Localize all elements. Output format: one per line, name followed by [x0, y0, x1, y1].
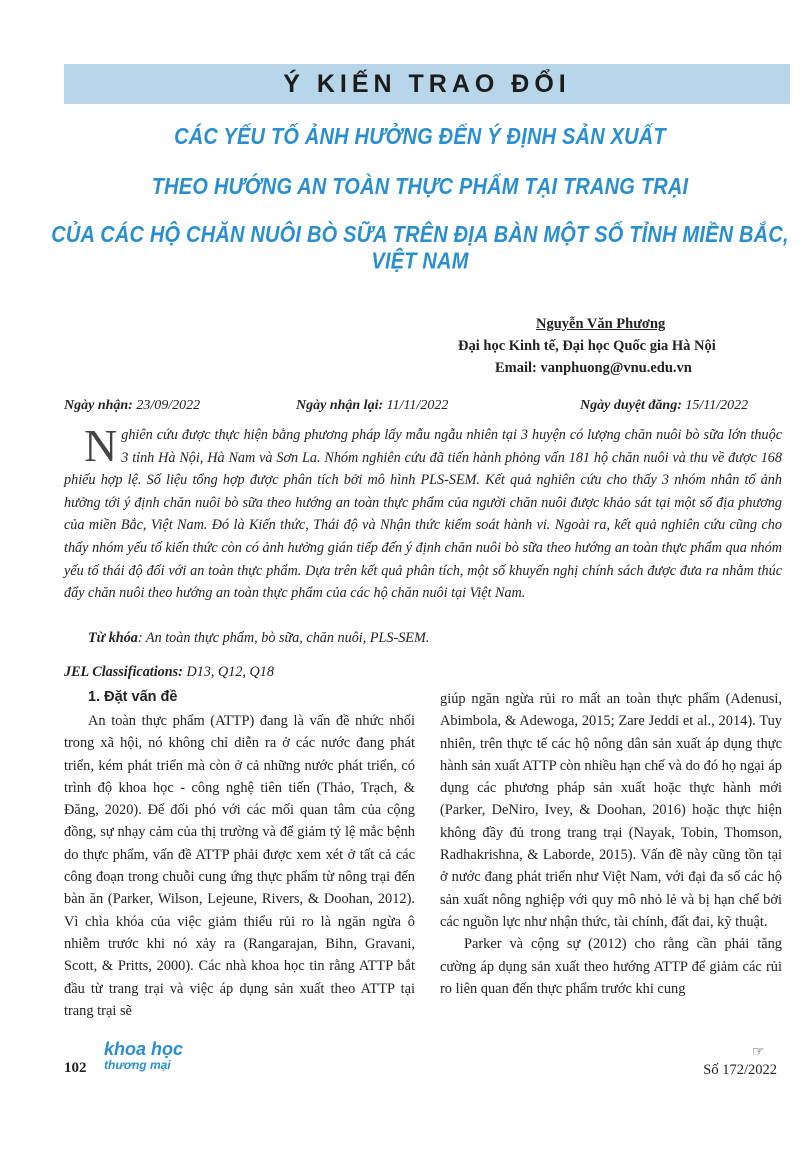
abstract-text: ghiên cứu được thực hiện bằng phương pháp lấy mẫu ngẫu nhiên tại 3 huyện có lượng chăn nuôi bò sữa lớn thuộc 3 tỉnh Hà Nội, Hà Nam và Sơn La. Nhóm nghiên cứu đã tiến hành phỏng vấn 181 hộ chăn nuôi và thu về được 168 phiếu hợp lệ. Số liệu tổng hợp được phân tích bởi mô hình PLS-SEM. Kết quả nghiên cứu cho thấy 3 nhóm nhân tố ảnh hưởng tới ý định chăn nuôi bò sữa theo hướng an toàn thực phẩm của người chăn nuôi được khảo sát tại một số địa phương của miền Bắc, Việt Nam. Đó là Kiến thức, Thái độ và Nhận thức kiểm soát hành vi. Ngoài ra, kết quả nghiên cứu cũng cho thấy nhóm yếu tố kiến thức còn có ảnh hưởng gián tiếp đến ý định chăn nuôi bò sữa theo hướng an toàn thực phẩm qua nhóm yếu tố thái độ đối với an toàn thực phẩm. Dựa trên kết quả phân tích, một số khuyến nghị chính sách được đưa ra nhằm thúc đẩy chăn nuôi theo hướng an toàn thực phẩm của các hộ chăn nuôi tại Việt Nam. — [64, 427, 782, 602]
date-received-label: Ngày nhận: — [64, 398, 133, 413]
article-title-line-2: THEO HƯỚNG AN TOÀN THỰC PHẨM TẠI TRANG TRẠI — [151, 174, 689, 200]
body-column-left — [64, 710, 415, 1022]
date-revised — [296, 398, 448, 414]
jel-text: D13, Q12, Q18 — [182, 664, 274, 680]
date-received-value: 23/09/2022 — [136, 398, 201, 413]
section-banner-label: Ý KIẾN TRAO ĐỔI — [283, 69, 571, 98]
keywords-label: Từ khóa — [88, 630, 138, 646]
article-title-line-3: CỦA CÁC HỘ CHĂN NUÔI BÒ SỮA TRÊN ĐỊA BÀN MỘT SỐ TỈNH MIỀN BẮC, VIỆT NAM — [51, 222, 789, 275]
keywords-text: : An toàn thực phẩm, bò sữa, chăn nuôi, PLS-SEM. — [137, 630, 430, 646]
page-number: 102 — [64, 1060, 87, 1076]
date-revised-value: 11/11/2022 — [386, 398, 449, 413]
jel-classifications — [64, 664, 274, 681]
section-heading: 1. Đặt vấn đề — [88, 689, 178, 705]
issue-number: Số 172/2022 — [703, 1062, 777, 1078]
date-revised-label: Ngày nhận lại: — [296, 398, 384, 413]
abstract — [64, 420, 782, 605]
article-title-line-1: CÁC YẾU TỐ ẢNH HƯỞNG ĐẾN Ý ĐỊNH SẢN XUẤT — [174, 124, 666, 150]
date-accepted — [580, 398, 748, 414]
author-email: Email: vanphuong@vnu.edu.vn — [495, 360, 692, 376]
abstract-dropcap: N — [84, 420, 118, 471]
date-received — [64, 398, 200, 414]
journal-logo-line-2: thương mại — [104, 1058, 171, 1072]
section-banner — [64, 64, 790, 104]
body-paragraph: giúp ngăn ngừa rủi ro mất an toàn thực phẩm (Adenusi, Abimbola, & Adewoga, 2015; Zare Jeddi et al., 2014). Tuy nhiên, trên thực tế các hộ nông dân sản xuất áp dụng thực hành sản xuất ATTP còn nhiều hạn chế và do đó họ ngại áp dụng các phương pháp sản xuất hoặc thực hành mới (Parker, DeNiro, Ivey, & Doohan, 2016) hoặc thực hiện không đầy đủ trong trang trại (Nayak, Tobin, Thomson, Radhakrishna, & Laborde, 2015). Vấn đề này cũng tồn tại ở nước đang phát triển như Việt Nam, với đại đa số các hộ sản xuất nông nghiệp với quy mô nhỏ lẻ và bị hạn chế bởi các nguồn lực như nhận thức, tài chính, đất đai, kỹ thuật. — [440, 691, 782, 930]
author-name: Nguyễn Văn Phương — [536, 316, 666, 332]
body-paragraph: An toàn thực phẩm (ATTP) đang là vấn đề nhức nhối trong xã hội, nó không chỉ diễn ra ở các nước đang phát triển, kém phát triển mà còn ở cả những nước phát triển, có trình độ khoa học - công nghệ tiên tiến (Thảo, Trạch, & Đăng, 2020). Để đối phó với các mối quan tâm của cộng đồng, sự nhạy cảm của thị trường và để giảm tỷ lệ mắc bệnh do thực phẩm, vấn đề ATTP phải được xem xét ở tất cả các công đoạn trong chuỗi cung ứng thực phẩm từ nông trại đến bàn ăn (Parker, Wilson, Lejeune, Rivers, & Doohan, 2012). Vì chìa khóa của việc giảm thiểu rủi ro là ngăn ngừa ô nhiễm trước khi nó xảy ra (Rangarajan, Bihn, Gravani, Scott, & Pritts, 2000). Các nhà khoa học tin rằng ATTP bắt đầu từ trang trại và việc áp dụng sản xuất theo ATTP tại trang trại sẽ — [64, 713, 415, 1019]
keywords — [88, 630, 429, 647]
date-accepted-value: 15/11/2022 — [685, 398, 749, 413]
body-paragraph: Parker và cộng sự (2012) cho rằng cần phải tăng cường áp dụng sản xuất theo hướng ATTP để giảm các rủi ro liên quan đến thực phẩm trước khi cung — [440, 936, 782, 997]
date-accepted-label: Ngày duyệt đăng: — [580, 398, 682, 413]
author-affiliation: Đại học Kinh tế, Đại học Quốc gia Hà Nội — [458, 338, 716, 354]
body-column-right — [440, 688, 782, 1000]
pointing-hand-icon: ☞ — [752, 1045, 765, 1060]
journal-logo — [104, 1041, 183, 1073]
journal-logo-line-1: khoa học — [104, 1039, 184, 1059]
jel-label: JEL Classifications: — [64, 664, 183, 680]
